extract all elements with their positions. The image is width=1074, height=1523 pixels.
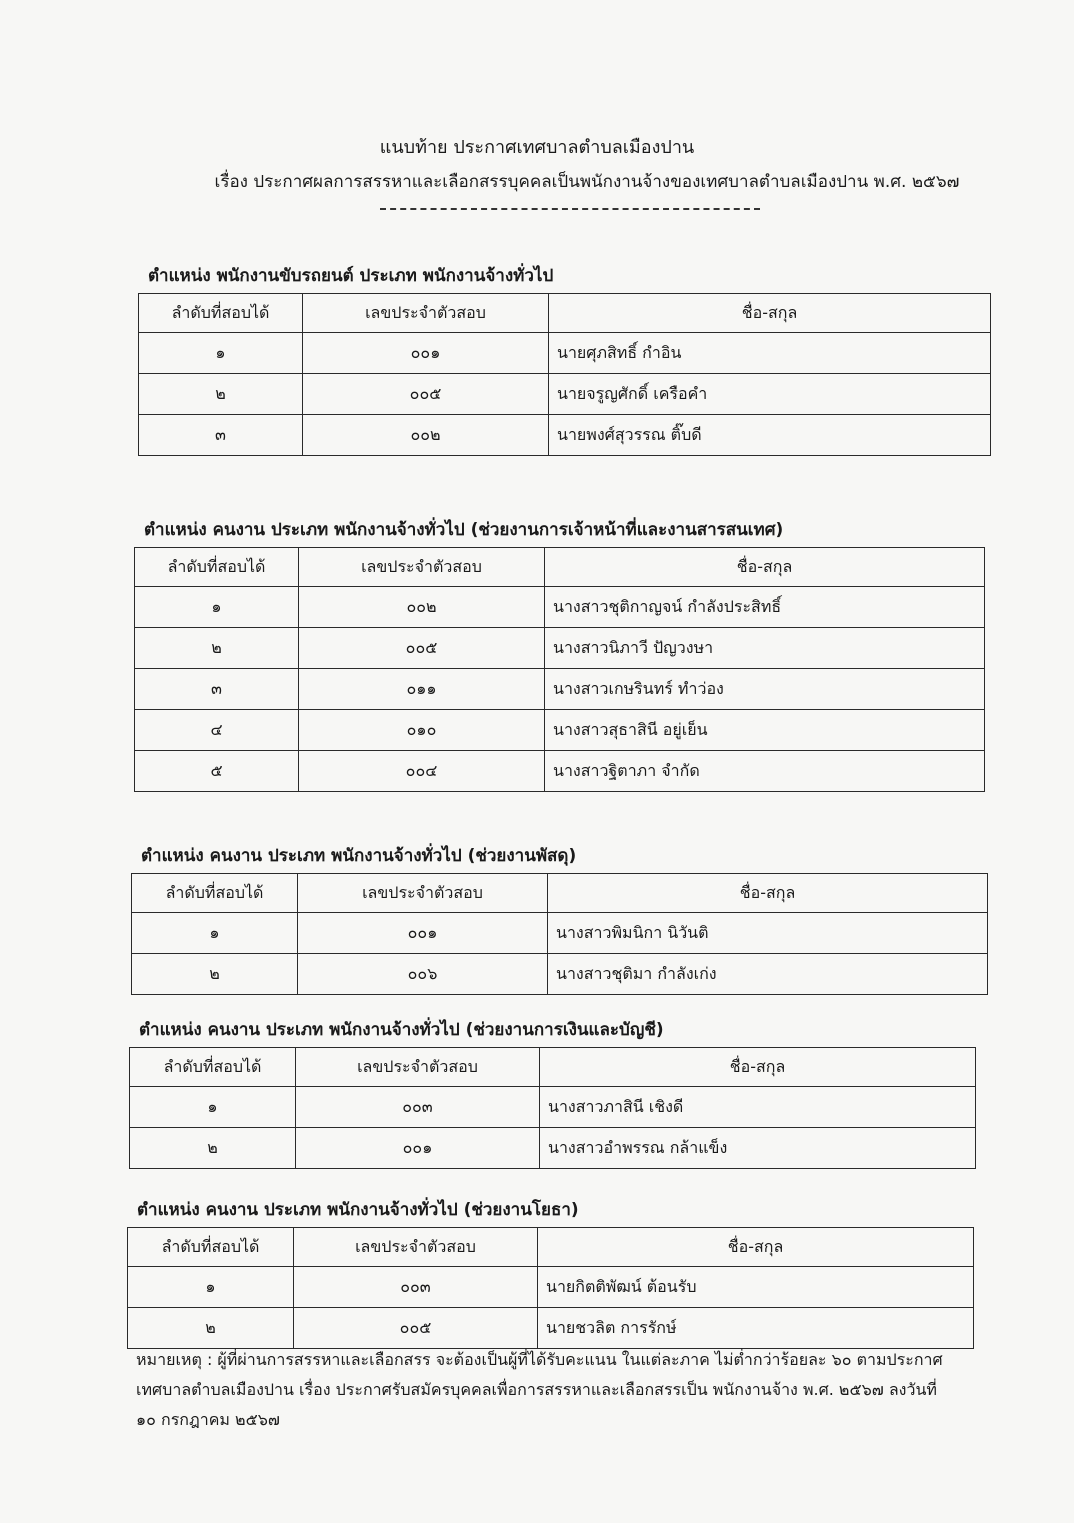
col-id-header: เลขประจำตัวสอบ	[299, 548, 545, 587]
exam-id-cell: ๐๐๕	[299, 628, 545, 669]
name-cell: นางสาวนิภาวี ปัญวงษา	[545, 628, 985, 669]
results-table	[134, 547, 985, 792]
table-row	[135, 751, 985, 792]
table-row	[132, 954, 988, 995]
col-rank-header: ลำดับที่สอบได้	[128, 1228, 294, 1267]
rank-cell: ๑	[132, 913, 298, 954]
name-cell: นายชวลิต การรักษ์	[538, 1308, 974, 1349]
rank-cell: ๒	[128, 1308, 294, 1349]
section-finance	[129, 1016, 976, 1169]
col-name-header: ชื่อ-สกุล	[549, 294, 991, 333]
col-name-header: ชื่อ-สกุล	[545, 548, 985, 587]
table-row	[139, 415, 991, 456]
exam-id-cell: ๐๐๒	[299, 587, 545, 628]
rank-cell: ๒	[132, 954, 298, 995]
name-cell: นายจรูญศักดิ์ เครือคำ	[549, 374, 991, 415]
table-row	[139, 374, 991, 415]
footnote: หมายเหตุ : ผู้ที่ผ่านการสรรหาและเลือกสรร จะต้องเป็นผู้ที่ได้รับคะแนน ในแต่ละภาค ไม่ต่ำกว่าร้อยละ ๖๐ ตามประกาศ เทศบาลตำบลเมืองปาน เรื่อง ประกาศรับสมัครบุคคลเพื่อการสรรหาและเลือกสรรเป็น พนักงานจ้าง พ.ศ. ๒๕๖๗ ลงวันที่ ๑๐ กรกฎาคม ๒๕๖๗	[136, 1350, 943, 1429]
table-row	[128, 1267, 974, 1308]
rank-cell: ๓	[135, 669, 299, 710]
rank-cell: ๒	[130, 1128, 296, 1169]
table-row	[130, 1087, 976, 1128]
col-id-header: เลขประจำตัวสอบ	[298, 874, 548, 913]
name-cell: นางสาวภาสินี เชิงดี	[540, 1087, 976, 1128]
col-name-header: ชื่อ-สกุล	[540, 1048, 976, 1087]
name-cell: นางสาวพิมนิกา นิวันติ	[548, 913, 988, 954]
exam-id-cell: ๐๐๑	[298, 913, 548, 954]
results-table	[127, 1227, 974, 1349]
col-id-header: เลขประจำตัวสอบ	[303, 294, 549, 333]
name-cell: นางสาวอำพรรณ กล้าแข็ง	[540, 1128, 976, 1169]
col-rank-header: ลำดับที่สอบได้	[135, 548, 299, 587]
rank-cell: ๑	[130, 1087, 296, 1128]
results-table	[129, 1047, 976, 1169]
rank-cell: ๔	[135, 710, 299, 751]
section-driver	[138, 262, 991, 456]
rank-cell: ๒	[135, 628, 299, 669]
rank-cell: ๒	[139, 374, 303, 415]
section-title: ตำแหน่ง คนงาน ประเภท พนักงานจ้างทั่วไป (ช่วยงานการเงินและบัญชี)	[139, 1020, 664, 1040]
exam-id-cell: ๐๐๔	[299, 751, 545, 792]
table-row	[128, 1308, 974, 1349]
name-cell: นายพงศ์สุวรรณ ติ๊บดี	[549, 415, 991, 456]
exam-id-cell: ๐๐๒	[303, 415, 549, 456]
rank-cell: ๑	[139, 333, 303, 374]
section-supplies	[131, 842, 988, 995]
table-row	[135, 710, 985, 751]
table-row	[135, 587, 985, 628]
table-row	[139, 333, 991, 374]
exam-id-cell: ๐๐๕	[303, 374, 549, 415]
table-row	[135, 669, 985, 710]
table-header-row	[130, 1048, 976, 1087]
section-public-works	[127, 1196, 974, 1349]
rank-cell: ๑	[128, 1267, 294, 1308]
col-rank-header: ลำดับที่สอบได้	[130, 1048, 296, 1087]
exam-id-cell: ๐๐๑	[303, 333, 549, 374]
rank-cell: ๓	[139, 415, 303, 456]
section-title: ตำแหน่ง คนงาน ประเภท พนักงานจ้างทั่วไป (ช่วยงานพัสดุ)	[141, 846, 577, 866]
section-title: ตำแหน่ง คนงาน ประเภท พนักงานจ้างทั่วไป (ช่วยงานโยธา)	[137, 1200, 579, 1220]
exam-id-cell: ๐๐๓	[296, 1087, 540, 1128]
results-table	[131, 873, 988, 995]
table-header-row	[139, 294, 991, 333]
name-cell: นายกิตติพัฒน์ ต้อนรับ	[538, 1267, 974, 1308]
col-rank-header: ลำดับที่สอบได้	[132, 874, 298, 913]
exam-id-cell: ๐๐๓	[294, 1267, 538, 1308]
name-cell: นางสาวชุติมา กำลังเก่ง	[548, 954, 988, 995]
section-title: ตำแหน่ง คนงาน ประเภท พนักงานจ้างทั่วไป (ช่วยงานการเจ้าหน้าที่และงานสารสนเทศ)	[144, 520, 784, 540]
exam-id-cell: ๐๑๑	[299, 669, 545, 710]
header-divider	[380, 208, 760, 210]
table-row	[130, 1128, 976, 1169]
rank-cell: ๕	[135, 751, 299, 792]
col-id-header: เลขประจำตัวสอบ	[294, 1228, 538, 1267]
col-name-header: ชื่อ-สกุล	[548, 874, 988, 913]
name-cell: นางสาวฐิตาภา จำกัด	[545, 751, 985, 792]
table-header-row	[135, 548, 985, 587]
table-header-row	[132, 874, 988, 913]
exam-id-cell: ๐๑๐	[299, 710, 545, 751]
name-cell: นายศุภสิทธิ์ กำอิน	[549, 333, 991, 374]
section-title: ตำแหน่ง พนักงานขับรถยนต์ ประเภท พนักงานจ้างทั่วไป	[148, 266, 554, 286]
col-rank-header: ลำดับที่สอบได้	[139, 294, 303, 333]
col-id-header: เลขประจำตัวสอบ	[296, 1048, 540, 1087]
table-row	[132, 913, 988, 954]
name-cell: นางสาวเกษรินทร์ ทำว่อง	[545, 669, 985, 710]
section-hr-it	[134, 516, 985, 792]
exam-id-cell: ๐๐๖	[298, 954, 548, 995]
exam-id-cell: ๐๐๑	[296, 1128, 540, 1169]
header-line-2: เรื่อง ประกาศผลการสรรหาและเลือกสรรบุคคลเป็นพนักงานจ้างของเทศบาลตำบลเมืองปาน พ.ศ. ๒๕๖๗	[214, 172, 960, 192]
exam-id-cell: ๐๐๕	[294, 1308, 538, 1349]
rank-cell: ๑	[135, 587, 299, 628]
header-line-1: แนบท้าย ประกาศเทศบาลตำบลเมืองปาน	[379, 137, 695, 158]
table-row	[135, 628, 985, 669]
table-header-row	[128, 1228, 974, 1267]
col-name-header: ชื่อ-สกุล	[538, 1228, 974, 1267]
name-cell: นางสาวสุธาสินี อยู่เย็น	[545, 710, 985, 751]
name-cell: นางสาวชุติกาญจน์ กำลังประสิทธิ์	[545, 587, 985, 628]
results-table	[138, 293, 991, 456]
